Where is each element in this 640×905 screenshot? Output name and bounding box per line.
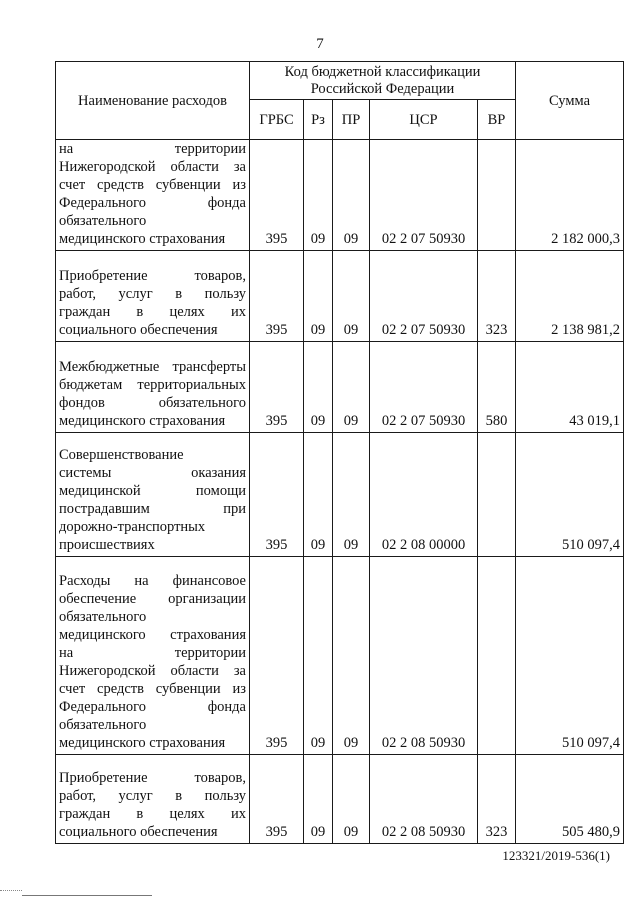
expense-name (56, 755, 250, 844)
expense-sum: 43 019,1 (516, 342, 624, 433)
expense-name-line: обязательного (59, 609, 147, 625)
expense-name-line: социального обеспечения (59, 322, 218, 338)
expense-sum: 2 182 000,3 (516, 140, 624, 251)
expense-name (56, 557, 250, 755)
expense-name-line: Межбюджетные трансферты (59, 359, 246, 375)
expense-name (56, 433, 250, 557)
expense-name-line: медицинского страхования (59, 413, 226, 429)
expense-sum: 510 097,4 (516, 557, 624, 755)
pr-code: 09 (333, 342, 370, 433)
expense-name-line: фондов обязательного (59, 395, 246, 411)
grbs-code: 395 (250, 433, 304, 557)
expense-sum: 505 480,9 (516, 755, 624, 844)
grbs-code: 395 (250, 755, 304, 844)
header-name: Наименование расходов (56, 62, 250, 140)
header-pr: ПР (333, 100, 370, 140)
pr-code: 09 (333, 140, 370, 251)
expense-name-line: на территории (59, 141, 246, 157)
csr-code: 02 2 08 50930 (370, 557, 478, 755)
expense-name-line: счет средств субвенции из (59, 681, 246, 697)
expense-name (56, 342, 250, 433)
expense-name-line: Приобретение товаров, (59, 770, 246, 786)
rz-code: 09 (304, 755, 333, 844)
expense-name-line: дорожно-транспортных (59, 519, 206, 535)
expense-name-line: обеспечение организации (59, 591, 246, 607)
header-sum: Сумма (516, 62, 624, 140)
expense-name (56, 251, 250, 342)
table-row (56, 140, 624, 251)
expense-name-line: счет средств субвенции из (59, 177, 246, 193)
header-csr: ЦСР (370, 100, 478, 140)
header-classification-code: Код бюджетной классификации Российской Федерации (250, 62, 516, 100)
table-row (56, 251, 624, 342)
table-row (56, 342, 624, 433)
budget-expense-table (55, 61, 624, 844)
csr-code: 02 2 07 50930 (370, 342, 478, 433)
expense-name-line: пострадавшим при (59, 501, 246, 517)
expense-name-line: работ, услуг в пользу (59, 788, 246, 804)
expense-name-line: обязательного (59, 717, 147, 733)
grbs-code: 395 (250, 342, 304, 433)
pr-code: 09 (333, 433, 370, 557)
table-row (56, 433, 624, 557)
table-row (56, 557, 624, 755)
margin-mark (0, 890, 22, 897)
grbs-code: 395 (250, 557, 304, 755)
expense-name-line: Нижегородской области за (59, 159, 246, 175)
csr-code: 02 2 07 50930 (370, 251, 478, 342)
expense-name-line: Приобретение товаров, (59, 268, 246, 284)
expense-sum: 510 097,4 (516, 433, 624, 557)
rz-code: 09 (304, 557, 333, 755)
pr-code: 09 (333, 251, 370, 342)
csr-code: 02 2 08 00000 (370, 433, 478, 557)
rz-code: 09 (304, 251, 333, 342)
page-number: 7 (316, 36, 324, 52)
expense-name-line: медицинского страхования (59, 735, 226, 751)
pr-code: 09 (333, 755, 370, 844)
rz-code: 09 (304, 433, 333, 557)
table-row (56, 755, 624, 844)
expense-name-line: на территории (59, 645, 246, 661)
expense-name (56, 140, 250, 251)
vr-code (478, 140, 516, 251)
expense-name-line: бюджетам территориальных (59, 377, 246, 393)
expense-name-line: системы оказания (59, 465, 246, 481)
rz-code: 09 (304, 140, 333, 251)
csr-code: 02 2 08 50930 (370, 755, 478, 844)
pr-code: 09 (333, 557, 370, 755)
vr-code: 323 (478, 251, 516, 342)
expense-name-line: медицинской помощи (59, 483, 246, 499)
expense-name-line: медицинского страхования (59, 627, 246, 643)
vr-code: 323 (478, 755, 516, 844)
header-rz: Рз (304, 100, 333, 140)
grbs-code: 395 (250, 140, 304, 251)
grbs-code: 395 (250, 251, 304, 342)
rz-code: 09 (304, 342, 333, 433)
expense-name-line: работ, услуг в пользу (59, 286, 246, 302)
expense-name-line: обязательного (59, 213, 147, 229)
vr-code: 580 (478, 342, 516, 433)
expense-name-line: Совершенствование (59, 447, 184, 463)
expense-name-line: Федерального фонда (59, 195, 246, 211)
expense-name-line: медицинского страхования (59, 231, 226, 247)
vr-code (478, 557, 516, 755)
expense-name-line: социального обеспечения (59, 824, 218, 840)
document-code: 123321/2019-536(1) (502, 848, 610, 863)
header-grbs: ГРБС (250, 100, 304, 140)
footnote-line (22, 895, 152, 896)
expense-name-line: граждан в целях их (59, 806, 246, 822)
csr-code: 02 2 07 50930 (370, 140, 478, 251)
expense-name-line: Федерального фонда (59, 699, 246, 715)
header-vr: ВР (478, 100, 516, 140)
expense-name-line: происшествиях (59, 537, 155, 553)
expense-sum: 2 138 981,2 (516, 251, 624, 342)
expense-name-line: граждан в целях их (59, 304, 246, 320)
vr-code (478, 433, 516, 557)
expense-name-line: Расходы на финансовое (59, 573, 246, 589)
expense-name-line: Нижегородской области за (59, 663, 246, 679)
